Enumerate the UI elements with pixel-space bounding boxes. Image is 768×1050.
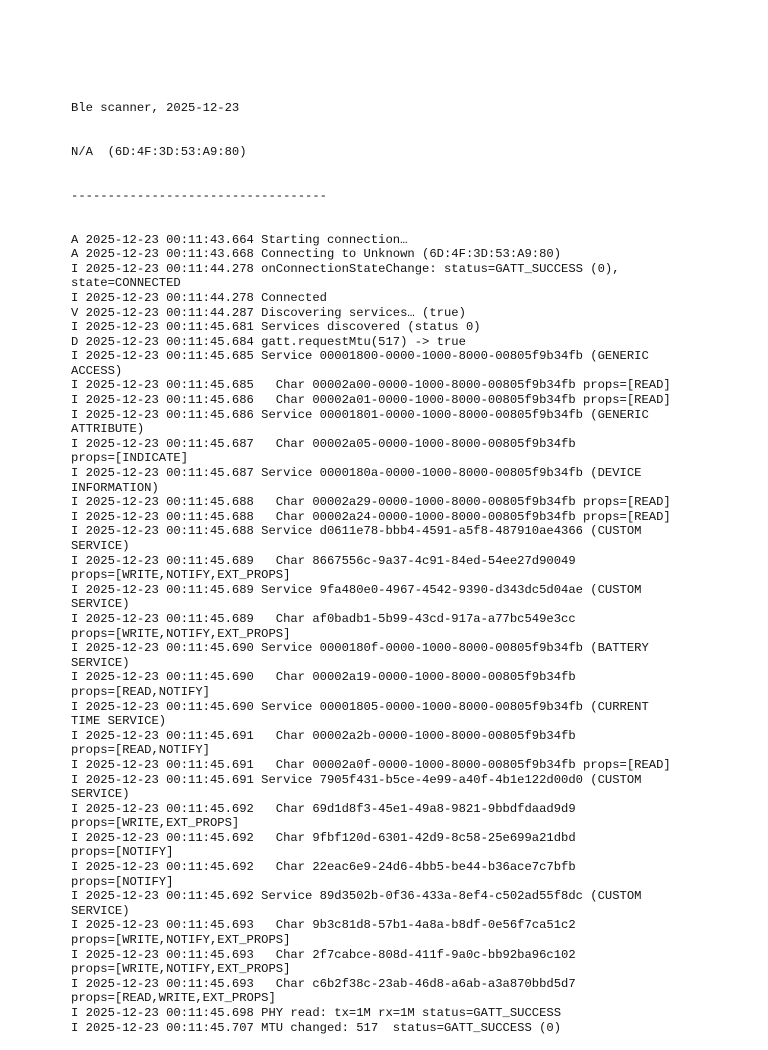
log-entries [71,233,751,1036]
log-line: I 2025-12-23 00:11:45.685 Service 00001800-0000-1000-8000-00805f9b34fb (GENERIC ACCESS) [71,349,649,378]
log-line: I 2025-12-23 00:11:45.691 Service 7905f431-b5ce-4e99-a40f-4b1e122d00d0 (CUSTOM SERVICE) [71,772,642,802]
log-line: I 2025-12-23 00:11:44.278 Connected [71,290,327,305]
log-line: I 2025-12-23 00:11:44.278 onConnectionStateChange: status=GATT_SUCCESS (0), state=CONNECTED [71,261,620,291]
log-line: V 2025-12-23 00:11:44.287 Discovering services… (true) [71,305,466,320]
log-line: I 2025-12-23 00:11:45.692 Char 69d1d8f3-45e1-49a8-9821-9bbdfdaad9d9 props=[WRITE,EXT_PROPS] [71,801,576,831]
separator: ----------------------------------- [71,188,327,203]
log-line: I 2025-12-23 00:11:45.687 Char 00002a05-0000-1000-8000-00805f9b34fb props=[INDICATE] [71,436,576,466]
log-line: I 2025-12-23 00:11:45.686 Service 00001801-0000-1000-8000-00805f9b34fb (GENERIC ATTRIBUTE) [71,407,649,437]
log-line: I 2025-12-23 00:11:45.692 Char 22eac6e9-24d6-4bb5-be44-b36ace7c7bfb props=[NOTIFY] [71,860,576,889]
log-line: I 2025-12-23 00:11:45.689 Char 8667556c-9a37-4c91-84ed-54ee27d90049 props=[WRITE,NOTIFY,EXT_PROPS] [71,553,576,583]
log-line: I 2025-12-23 00:11:45.690 Service 00001805-0000-1000-8000-00805f9b34fb (CURRENT TIME SERVICE) [71,699,649,729]
log-title: Ble scanner, 2025-12-23 [71,101,240,116]
log-line: I 2025-12-23 00:11:45.692 Char 9fbf120d-6301-42d9-8c58-25e699a21dbd props=[NOTIFY] [71,830,576,860]
log-line: I 2025-12-23 00:11:45.691 Char 00002a0f-0000-1000-8000-00805f9b34fb props=[READ] [71,757,671,772]
log-line: I 2025-12-23 00:11:45.693 Char 9b3c81d8-57b1-4a8a-b8df-0e56f7ca51c2 props=[WRITE,NOTIFY,EXT_PROPS] [71,918,576,948]
log-line: I 2025-12-23 00:11:45.693 Char 2f7cabce-808d-411f-9a0c-bb92ba96c102 props=[WRITE,NOTIFY,EXT_PROPS] [71,947,576,977]
log-line: I 2025-12-23 00:11:45.692 Service 89d3502b-0f36-433a-8ef4-c502ad55f8dc (CUSTOM SERVICE) [71,889,642,918]
log-line: I 2025-12-23 00:11:45.687 Service 0000180a-0000-1000-8000-00805f9b34fb (DEVICE INFORMATION) [71,466,642,495]
log-line: I 2025-12-23 00:11:45.690 Service 0000180f-0000-1000-8000-00805f9b34fb (BATTERY SERVICE) [71,641,649,670]
log-line: I 2025-12-23 00:11:45.698 PHY read: tx=1M rx=1M status=GATT_SUCCESS [71,1006,562,1020]
log-line: I 2025-12-23 00:11:45.689 Service 9fa480e0-4967-4542-9390-d343dc5d04ae (CUSTOM SERVICE) [71,582,642,612]
log-line: I 2025-12-23 00:11:45.681 Services discovered (status 0) [71,320,481,335]
log-line: I 2025-12-23 00:11:45.690 Char 00002a19-0000-1000-8000-00805f9b34fb props=[READ,NOTIFY] [71,670,576,699]
log-line: I 2025-12-23 00:11:45.686 Char 00002a01-0000-1000-8000-00805f9b34fb props=[READ] [71,393,671,408]
device-address: N/A (6D:4F:3D:53:A9:80) [71,144,247,159]
log-line: I 2025-12-23 00:11:45.688 Service d0611e78-bbb4-4591-a5f8-487910ae4366 (CUSTOM SERVICE) [71,524,642,553]
log-line: A 2025-12-23 00:11:43.664 Starting connection… [71,232,408,247]
log-line: I 2025-12-23 00:11:45.707 MTU changed: 517 status=GATT_SUCCESS (0) [71,1020,562,1035]
log-line: I 2025-12-23 00:11:45.685 Char 00002a00-0000-1000-8000-00805f9b34fb props=[READ] [71,378,671,393]
log-line: I 2025-12-23 00:11:45.691 Char 00002a2b-0000-1000-8000-00805f9b34fb props=[READ,NOTIFY] [71,728,576,758]
log-line: I 2025-12-23 00:11:45.688 Char 00002a29-0000-1000-8000-00805f9b34fb props=[READ] [71,495,671,510]
log-document [71,72,751,1050]
log-line: A 2025-12-23 00:11:43.668 Connecting to Unknown (6D:4F:3D:53:A9:80) [71,247,562,262]
log-line: D 2025-12-23 00:11:45.684 gatt.requestMtu(517) -> true [71,334,466,349]
log-line: I 2025-12-23 00:11:45.688 Char 00002a24-0000-1000-8000-00805f9b34fb props=[READ] [71,509,671,524]
log-line: I 2025-12-23 00:11:45.693 Char c6b2f38c-23ab-46d8-a6ab-a3a870bbd5d7 props=[READ,WRITE,EXT_PROPS] [71,976,576,1006]
log-line: I 2025-12-23 00:11:45.689 Char af0badb1-5b99-43cd-917a-a77bc549e3cc props=[WRITE,NOTIFY,EXT_PROPS] [71,611,576,641]
